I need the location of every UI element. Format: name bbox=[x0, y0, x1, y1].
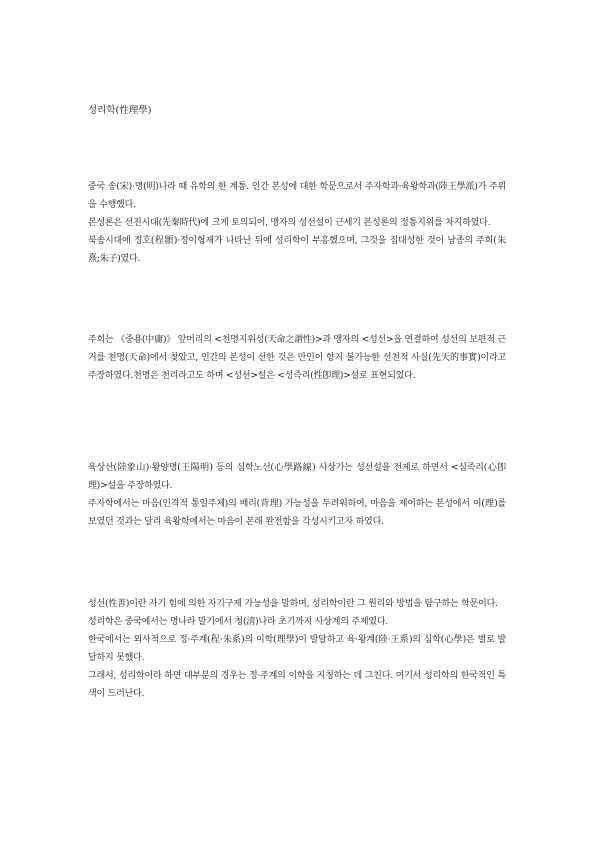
paragraph: 본성론은 선진시대(先秦時代)에 크게 토의되어, 맹자의 성선설이 근세기 본성론의 정통지위를 차지하였다. bbox=[88, 218, 491, 228]
paragraph: 한국에서는 외사적으로 정·주계(程·朱系)의 이학(理學)이 발달하고 육·왕계(陸·王系)의 심학(心學)은 별로 발달하지 못했다. bbox=[88, 635, 506, 663]
paragraph: 주자학에서는 마음(인격적 통일주체)의 배리(背理) 가능성을 두려워하여, 마음을 제어하는 본성에서 이(理)를 보였던 것과는 달리 육왕학에서는 마음이 본래 완전함을 각성시키고자 하였다. bbox=[88, 499, 506, 527]
paragraph: 육상산(陸象山)·왕양명(王陽明) 등의 심학노선(心學路線) 사상가는 성선설을 전제로 하면서 <심즉리(心卽理)>설을 주장하였다. bbox=[88, 463, 506, 491]
paragraph: 성선(性善)이란 자기 힘에 의한 자기구제 가능성을 말하며, 성리학이란 그 원리와 방법을 탐구하는 학문이다. bbox=[88, 599, 498, 609]
section-origins bbox=[88, 178, 506, 268]
paragraph: 북송시대에 정호(程顥)·정이형제가 나타난 뒤에 성리학이 부흥했으며, 그것을 집대성한 것이 남종의 주희(朱熹;朱子)였다. bbox=[88, 236, 506, 264]
section-korea bbox=[88, 595, 506, 703]
paragraph: 중국 송(宋)·명(明)나라 때 유학의 한 계통. 인간 본성에 대한 학문으로서 주자학과·육왕학과(陸王學派)가 주위을 수행했다. bbox=[88, 182, 506, 210]
paragraph: 그래서, 성리학이라 하면 대부분의 경우는 정·주계의 이학을 지칭하는 데 그친다. 여기서 성리학의 한국적인 특색이 드러난다. bbox=[88, 671, 506, 699]
section-lu-wang bbox=[88, 459, 506, 531]
section-zhu-xi bbox=[88, 331, 506, 385]
paragraph: 주희는 《중용(中庸)》 앞머리의 <천명지위성(天命之謂性)>과 맹자의 <성선>을 연결하여 성선의 보편적 근거를 천명(天命)에서 찾았고, 인간의 본성이 선한 것은 만인이 향거 불가능한 선천적 사실(先天的事實)이라고 주장하였다.천명은 천리라고도 하며 <성선>설은 <성즉리(性卽理)>설로 표현되었다. bbox=[88, 335, 506, 381]
paragraph: 성리학은 중국에서는 명나라 말기에서 청(淸)나라 초기까지 사상계의 주제였다. bbox=[88, 617, 389, 627]
document-title: 성리학(性理學) bbox=[88, 105, 152, 116]
